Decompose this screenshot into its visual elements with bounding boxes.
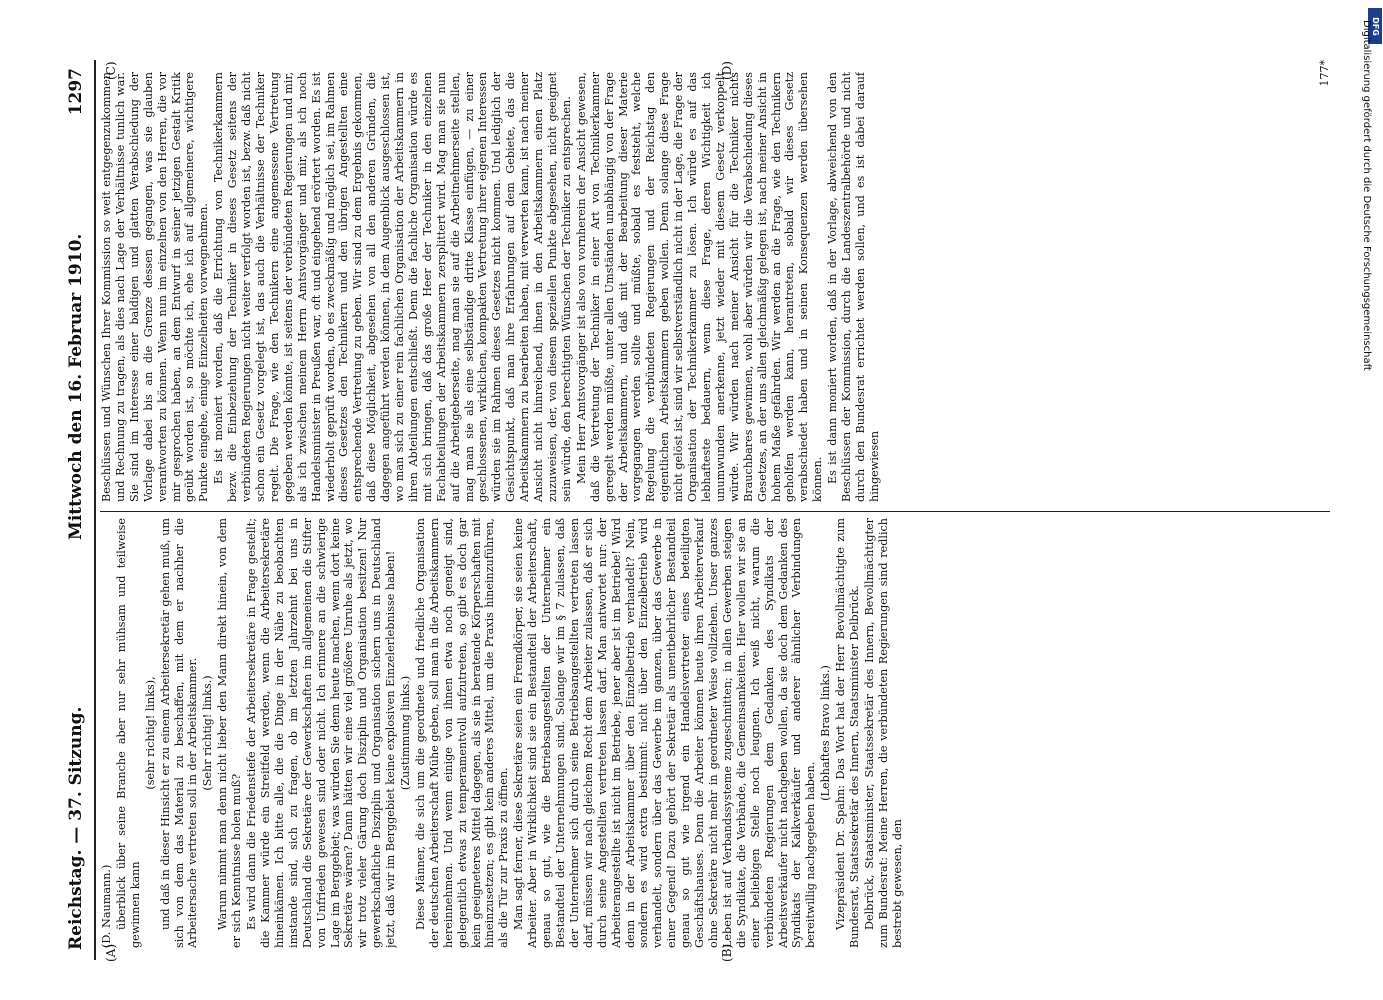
marker-d: (D) (720, 61, 734, 80)
paragraph: Es ist moniert worden, daß die Errichtung von Technikerkammern bezw. die Einbeziehung der Techniker in dieses Gesetz seitens der verbündeten Regierungen nicht weiter verfolgt worden ist, bezw. daß nicht schon ein Gesetz vorgelegt ist, das auch die Verhältnisse der Techniker regelt. Die Frage, wie den Technikern eine angemessene Vertretung gegeben werden könnte, ist seitens der verbündeten Regierungen und mir, als ich zwischen meinem Herrn Amtsvorgänger und mir, als ich noch Handelsminister in Preußen war, oft und eingehend erörtert worden. Es ist wiederholt geprüft worden, ob es zweckmäßig und möglich sei, im Rahmen dieses Gesetzes den Technikern und den übrigen Angestellten eine entsprechende Vertretung zu geben. Wir sind zu dem Ergebnis gekommen, daß diese Möglichkeit, abgesehen von all den anderen Gründen, die dagegen angeführt werden können, in dem Augenblick ausgeschlossen ist, wo man sich zu einer rein fachlichen Organisation der Arbeitskammern in ihren Abteilungen entschließt. Denn die fachliche Organisation würde es mit sich bringen, daß das große Heer der Techniker in den einzelnen Fachabteilungen der Arbeitskammern zersplittert wird. Mag man sie nun auf die Arbeitgeberseite, mag man sie auf die Arbeitnehmerseite stellen, mag man sie als eine selbständige dritte Klasse einfügen, — zu einer geschlossenen, wirklichen, kompakten Vertretung ihrer eigenen Interessen würden sie im Rahmen dieses Gesetzes nicht kommen. Und lediglich der Gesichtspunkt, daß man ihre Erfahrungen auf dem Gebiete, das die Arbeitskammern zu bearbeiten haben, mit verwerten kann, ist nach meiner Ansicht nicht hinreichend, ihnen in den Arbeitskammern einen Platz zuzuweisen, der, von diesem speziellen Punkte abgesehen, nicht geeignet sein würde, den berechtigten Wünschen der Techniker zu entsprechen. (212, 72, 573, 502)
dfg-logo-text: DFG (1370, 16, 1380, 36)
left-column (100, 518, 1330, 948)
marker-b: (B) (720, 943, 734, 962)
paragraph: Diese Männer, die sich um die geordnete und friedliche Organisation der deutschen Arbeiterschaft Mühe geben, soll man in die Arbeitskammern hereinnehmen. Und wenn einige von ihnen etwa noch geneigt sind, gelegentlich etwas zu temperamentvoll aufzutreten, so gibt es doch gar kein geeigneteres Mittel dagegen, als sie in beratende Körperschaften mit hineinzusetzen; es gibt kein anderes Mittel, um die Praxis hineinzuführen, als die Tür zur Praxis zu öffnen. (413, 518, 511, 948)
interjection: (sehr richtig! links), (143, 676, 157, 790)
marker-a: (A) (104, 943, 118, 962)
digitization-credit: Digitalisierung gefördert durch die Deutsche Forschungsgemeinschaft (1361, 20, 1372, 371)
interjection: (Sehr richtig! links.) (201, 675, 215, 791)
interjection: (Zustimmung links.) (399, 675, 413, 791)
right-column (100, 72, 1330, 502)
page-header (60, 60, 94, 960)
paragraph: überblick über seine Branche aber nur sehr mühsam und teilweise gewinnen kann (114, 518, 142, 948)
page-number: 1297 (66, 68, 86, 116)
rotated-newspaper-page (60, 60, 1330, 960)
paragraph: Man sagt ferner, diese Sekretäre seien ein Fremdkörper, sie seien keine Arbeiter. Aber in Wirklichkeit sind sie ein Bestandteil der Arbeiterschaft, genau so gut, wie die Betriebsangestellten der Unternehmer ein Bestandteil der Unternehmungen sind. Solange wir im § 7 zulassen, daß der Unternehmer sich durch seine Betriebsangestellten vertreten lassen darf, müssen wir nach gleichem Recht dem Arbeiter zulassen, daß er sich durch seine Angestellten vertreten lassen darf. Man antwortet nur: der Arbeiterangestellte ist nicht im Betriebe, jener aber ist im Betriebe! Wird denn in der Arbeitskammer über den Einzelbetrieb verhandelt? Nein, sondern es wird extra bestimmt: nicht über den Einzelbetrieb wird verhandelt, sondern über das Gewerbe im ganzen, über das Gewerbe in einer Gegend! Dazu gehört der Sekretär als unentbehrlicher Bestandteil genau so gut wie irgend ein Handelsvertreter eines beteiligten Geschäftshauses. Denn die Arbeiter können heute ihren Arbeiterverkauf ohne Sekretäre nicht mehr in geordneter Weise vollziehen. Unser ganzes Leben ist auf Verbandssysteme zugeschnitten; in allen Gewerben steigen die Syndikate, die Verbände, die Gemeinsamkeiten. Hier wollen wir sie an einer beliebigen Stelle noch leugnen. Ich weiß nicht, warum die verbündeten Regierungen dem Gedanken des Syndikats der Arbeitsverkäufer nicht nachgeben wollen, da sie doch dem Gedanken des Syndikats der Kalkverkäufer und anderer ähnlicher Verbindungen bereitwillig nachgegeben haben. (512, 518, 818, 948)
paragraph: Beschlüssen und Wünschen Ihrer Kommission so weit entgegenzukommen und Rechnung zu tragen, als dies nach Lage der Verhältnisse tunlich war. Sie sind im Interesse einer baldigen und glatten Verabschiedung der Vorlage dabei bis an die Grenze dessen gegangen, was sie glauben verantworten zu können. Wenn nun im einzelnen von den Herren, die vor mir gesprochen haben, an dem Entwurf in seiner jetzigen Gestalt Kritik geübt worden ist, so möchte ich, ehe ich auf allgemeinere, wichtigere Punkte eingehe, einige Einzelheiten vorwegnehmen. (100, 72, 211, 502)
column-divider (100, 511, 1330, 512)
header-date: Mittwoch den 16. Februar 1910. (66, 233, 86, 540)
paragraph: Mein Herr Amtsvorgänger ist also von vornherein der Ansicht gewesen, daß die Vertretung der Techniker in einer Art von Technikerkammer geregelt werden müßte, unter allen Umständen unabhängig von der Frage der Arbeitskammern, und daß mit der Bearbeitung dieser Materie vorgegangen werden sollte und müßte, sobald es feststeht, welche Regelung die verbündeten Regierungen und der Reichstag den eigentlichen Arbeitskammern geben wollen. Denn solange diese Frage nicht gelöst ist, sind wir selbstverständlich nicht in der Lage, die Frage der Organisation der Technikerkammer zu lösen. Ich würde es auf das lebhafteste bedauern, wenn diese Frage, deren Wichtigkeit ich unumwunden anerkenne, jetzt wieder mit diesem Gesetz verkoppelt würde. Wir würden nach meiner Ansicht für die Techniker nichts Brauchbares gewinnen, wohl aber würden wir die Verabschiedung dieses Gesetzes, an der uns allen gleichmäßig gelegen ist, nach meiner Ansicht in hohem Maße gefährden. Wir werden an die Frage, wie den Technikern geholfen werden kann, herantreten, sobald wir dieses Gesetz verabschiedet haben und in seinen Konsequenzen werden übersehen können. (574, 72, 825, 502)
marker-c: (C) (104, 61, 118, 80)
paragraph: Delbrück, Staatsminister, Staatssekretär des Innern, Bevollmächtigter zum Bundesrat: Meine Herren, die verbündeten Regierungen sind redlich bestrebt gewesen, den (862, 518, 904, 948)
paragraph: Vizepräsident Dr. Spahn: Das Wort hat der Herr Bevollmächtigte zum Bundesrat, Staatssekretär des Innern, Staatsminister Delbrück. (834, 518, 862, 948)
paragraph: (D. Naumann.) (100, 864, 113, 948)
paragraph: Warum nimmt man denn nicht lieber den Mann direkt hinein, von dem er sich Kenntnisse holen muß? (216, 518, 244, 948)
paragraph: Es ist dann moniert worden, daß in der Vorlage, abweichend von den Beschlüssen der Kommission, durch die Landeszentralbehörde und nicht durch den Bundesrat errichtet werden sollen, und es ist dabei darauf hingewiesen (826, 72, 881, 502)
interjection: (Lebhaftes Bravo links.) (819, 665, 833, 801)
header-rule (94, 60, 96, 960)
paragraph: und daß in dieser Hinsicht er zu einem Arbeitersekretär gehen muß, um sich von dem das Material zu beschaffen, mit dem er nachher die Arbeitersache vertreten soll in der Arbeitskammer. (158, 518, 200, 948)
signature-mark: 177* (1318, 60, 1331, 87)
paragraph: Es wird dann die Friedenstiefe der Arbeitersekretäre in Frage gestellt; die Kammer würde ein Streitfeld werden, wenn die Arbeitersekretäre hineinkämen. Ich bitte alle, die die Dinge in der Nähe zu beobachten imstande sind, sich zu fragen, ob im letzten Jahrzehnt bei uns in Deutschland die Sekretäre der Gewerkschaften im allgemeinen die Stifter von Unfrieden gewesen sind oder nicht. Ich erinnere an die schwierige Lage im Berggebiet; was würden Sie denn heute machen, wenn dort keine Sekretäre wären? Dann hätten wir eine viel größere Unruhe als jetzt, wo wir trotz vieler Gärung doch Disziplin und Organisation besitzen! Nur gewerkschaftliche Disziplin und Organisation sichern uns in Deutschland jetzt, daß wir im Berggebiet keine explosiven Einzelerlebnisse haben! (245, 518, 398, 948)
header-left: Reichstag. — 37. Sitzung. (66, 706, 86, 950)
